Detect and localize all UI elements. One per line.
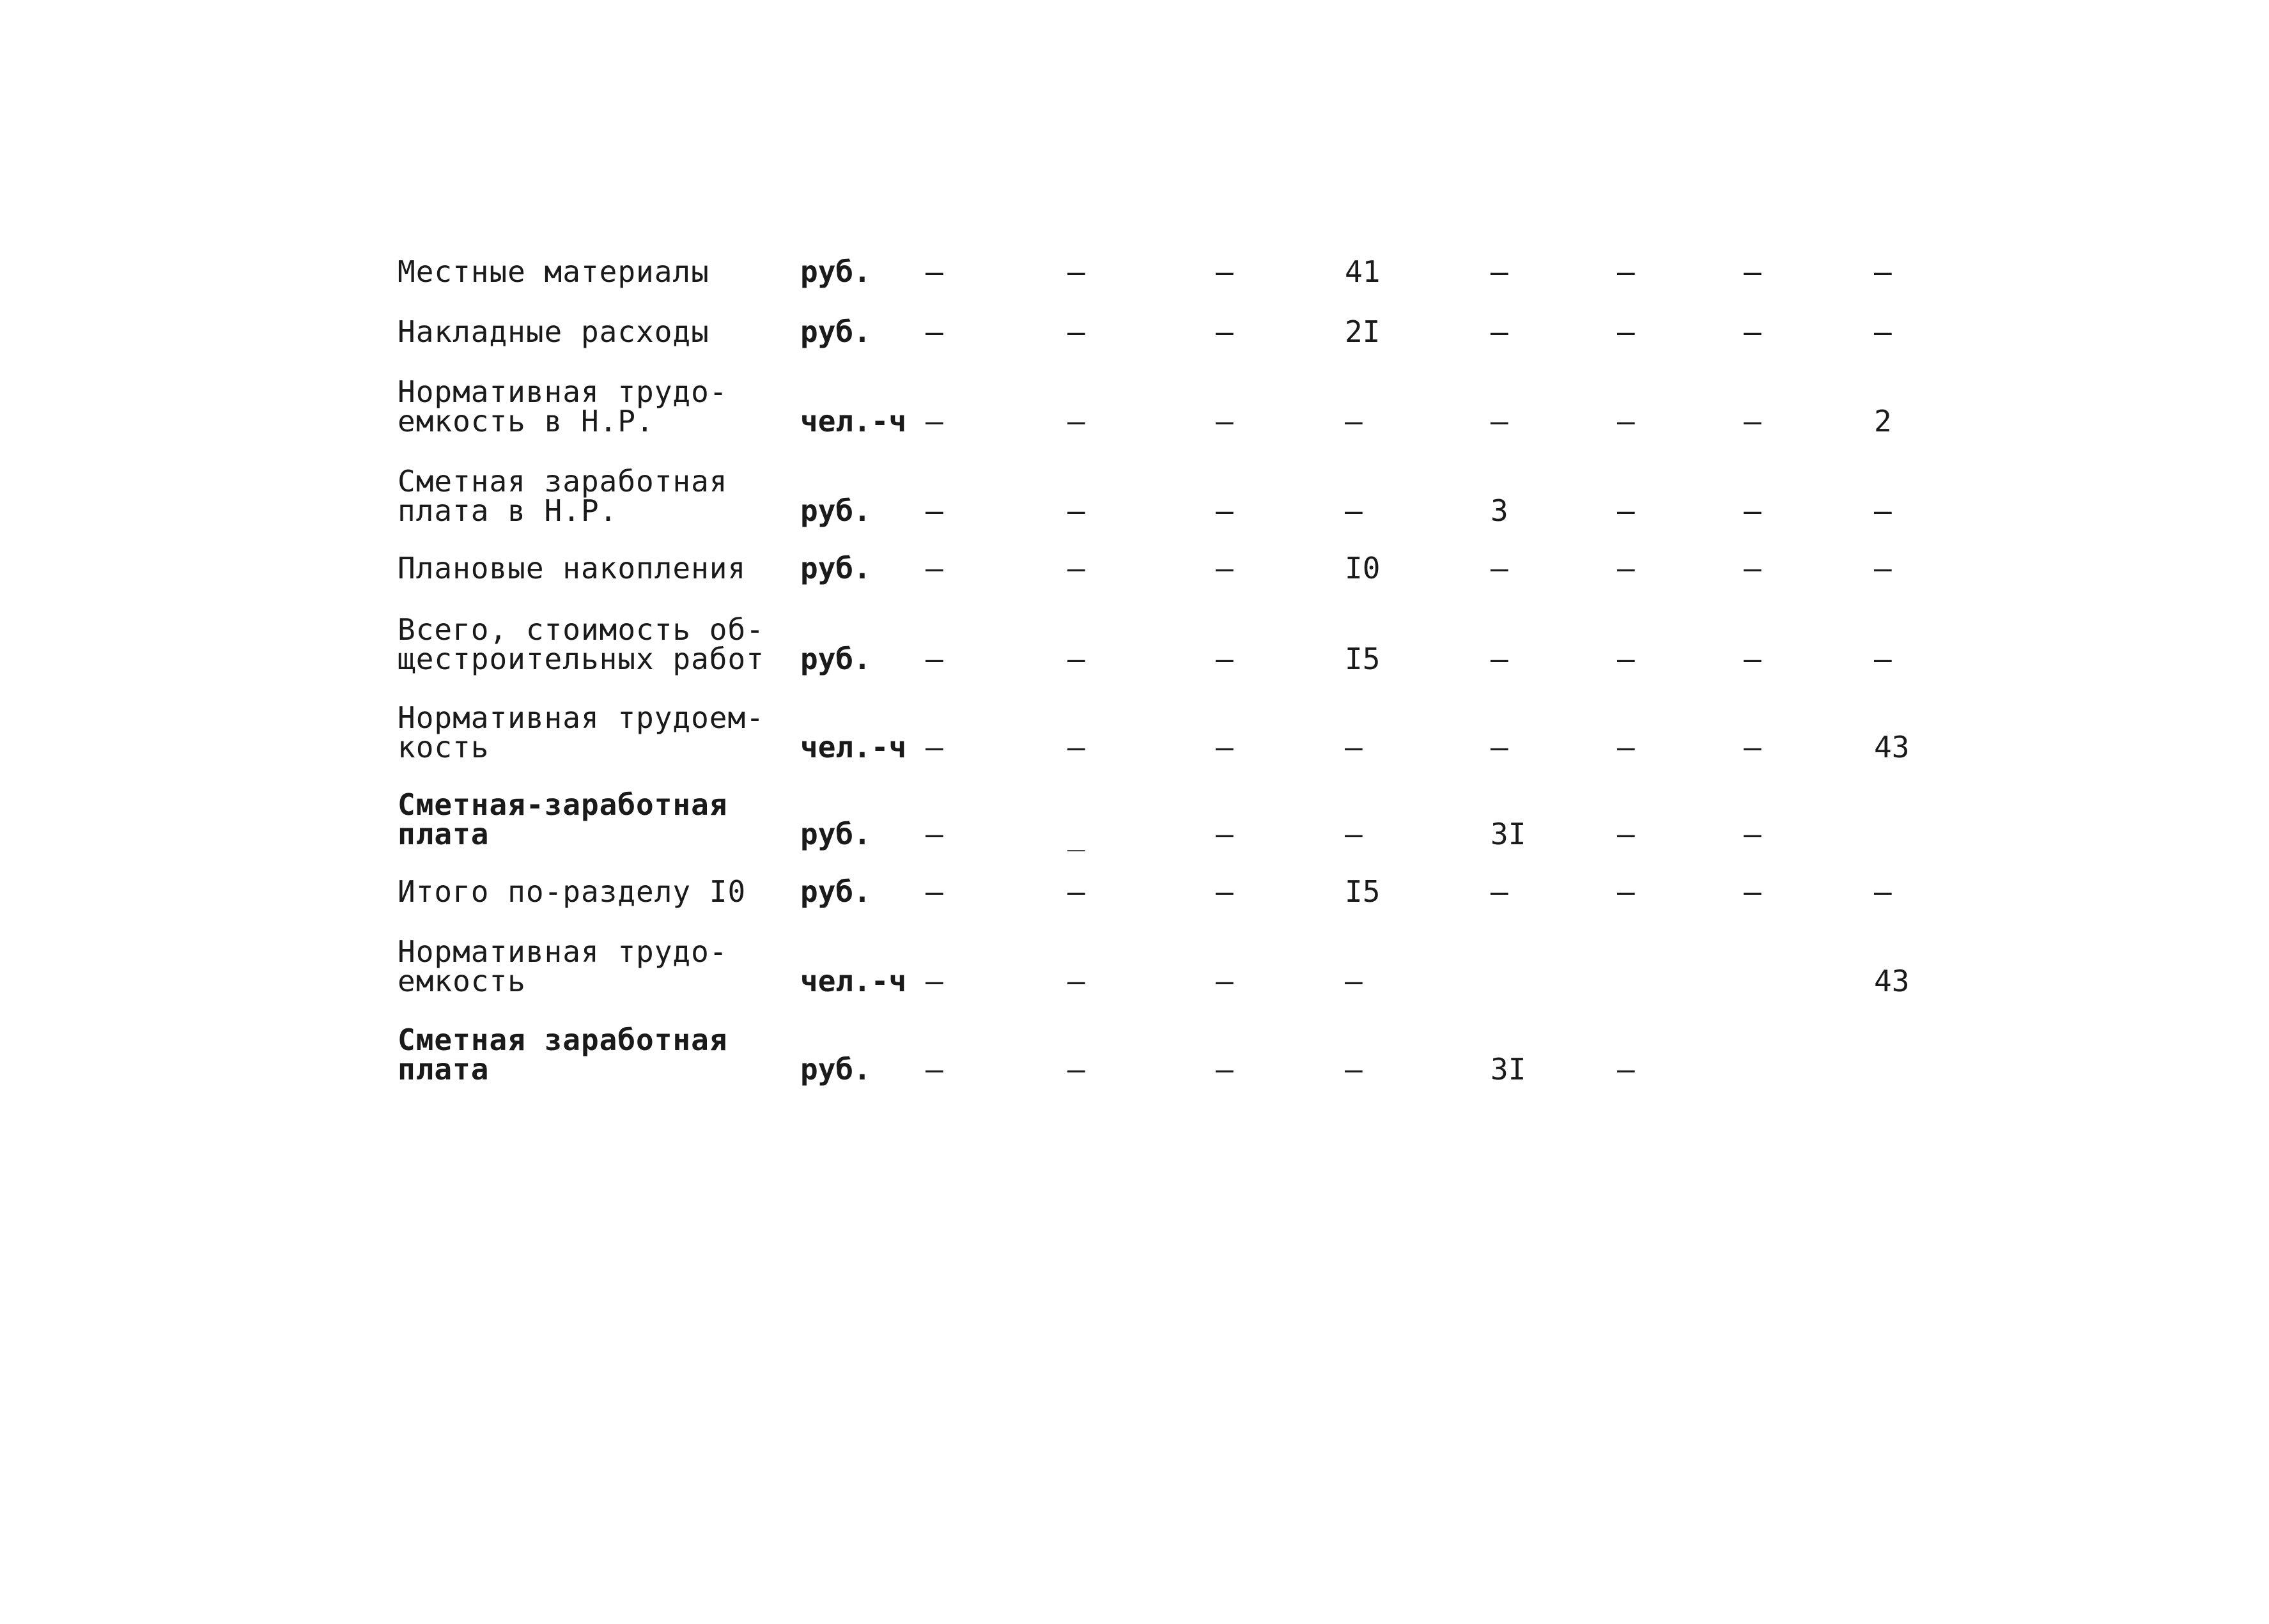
value-cell-col-4: –	[1345, 730, 1363, 764]
row-unit: чел.-ч	[800, 404, 907, 438]
value-cell-col-7: –	[1744, 642, 1762, 676]
value-cell-col-2: –	[1067, 254, 1085, 289]
row-label: Сметная заработная плата	[398, 1023, 728, 1087]
value-cell-col-6: –	[1617, 254, 1635, 289]
value-cell-col-5: –	[1491, 314, 1508, 349]
row-label: Сметная заработная плата в Н.Р.	[398, 464, 728, 528]
value-cell-col-4: 41	[1345, 254, 1381, 289]
row-label: Местные материалы	[398, 254, 709, 289]
value-cell-col-4: 2I	[1345, 314, 1381, 349]
value-cell-col-3: –	[1216, 1052, 1234, 1087]
value-cell-col-1: –	[925, 730, 943, 764]
value-cell-col-4: –	[1345, 404, 1363, 438]
value-cell-col-7: –	[1744, 551, 1762, 585]
value-cell-col-4: –	[1345, 964, 1363, 998]
value-cell-col-6: –	[1617, 493, 1635, 528]
value-cell-col-2: –	[1067, 1052, 1085, 1087]
value-cell-col-2: –	[1067, 493, 1085, 528]
value-cell-col-1: –	[925, 254, 943, 289]
value-cell-col-5: –	[1491, 254, 1508, 289]
row-label: Сметная-заработная плата	[398, 787, 728, 851]
value-cell-col-4: I5	[1345, 874, 1381, 909]
value-cell-col-8: 43	[1874, 964, 1910, 998]
table-row	[0, 787, 2269, 867]
value-cell-col-8: 2	[1874, 404, 1892, 438]
row-unit: руб.	[800, 254, 871, 289]
value-cell-col-1: –	[925, 314, 943, 349]
value-cell-col-8: –	[1874, 314, 1892, 349]
value-cell-col-2: –	[1067, 642, 1085, 676]
value-cell-col-3: –	[1216, 964, 1234, 998]
value-cell-col-3: –	[1216, 493, 1234, 528]
row-unit: руб.	[800, 817, 871, 851]
value-cell-col-3: –	[1216, 551, 1234, 585]
value-cell-col-7: –	[1744, 817, 1762, 851]
value-cell-col-4: –	[1345, 817, 1363, 851]
row-label: Нормативная трудо- емкость в Н.Р.	[398, 375, 728, 438]
value-cell-col-4: –	[1345, 493, 1363, 528]
table-row	[0, 700, 2269, 780]
value-cell-col-6: –	[1617, 874, 1635, 909]
table-row	[0, 934, 2269, 1014]
value-cell-col-2: –	[1067, 404, 1085, 438]
value-cell-col-6: –	[1617, 404, 1635, 438]
value-cell-col-2: –	[1067, 551, 1085, 585]
value-cell-col-1: –	[925, 1052, 943, 1087]
value-cell-col-3: –	[1216, 817, 1234, 851]
value-cell-col-3: –	[1216, 642, 1234, 676]
row-unit: руб.	[800, 642, 871, 676]
value-cell-col-6: –	[1617, 817, 1635, 851]
value-cell-col-3: –	[1216, 874, 1234, 909]
value-cell-col-7: –	[1744, 493, 1762, 528]
value-cell-col-1: –	[925, 874, 943, 909]
value-cell-col-6: –	[1617, 642, 1635, 676]
value-cell-col-7: –	[1744, 874, 1762, 909]
value-cell-col-5: 3I	[1491, 817, 1526, 851]
row-label: Нормативная трудоем- кость	[398, 700, 764, 764]
value-cell-col-5: –	[1491, 874, 1508, 909]
table-row	[0, 1025, 2269, 1102]
row-unit: чел.-ч	[800, 730, 907, 764]
row-label: Плановые накопления	[398, 551, 747, 585]
value-cell-col-8: –	[1874, 642, 1892, 676]
value-cell-col-1: –	[925, 642, 943, 676]
value-cell-col-8: 43	[1874, 730, 1910, 764]
value-cell-col-8: –	[1874, 254, 1892, 289]
value-cell-col-7: –	[1744, 404, 1762, 438]
value-cell-col-4: I0	[1345, 551, 1381, 585]
row-unit: руб.	[800, 1052, 871, 1087]
row-unit: руб.	[800, 314, 871, 349]
row-label: Всего, стоимость об- щестроительных работ	[398, 612, 764, 676]
value-cell-col-8: –	[1874, 493, 1892, 528]
value-cell-col-6: –	[1617, 730, 1635, 764]
value-cell-col-2: –	[1067, 874, 1085, 909]
value-cell-col-2: –	[1067, 314, 1085, 349]
value-cell-col-1: –	[925, 404, 943, 438]
row-label: Накладные расходы	[398, 314, 709, 349]
row-unit: руб.	[800, 874, 871, 909]
value-cell-col-1: –	[925, 964, 943, 998]
value-cell-col-5: 3	[1491, 493, 1508, 528]
table-row	[0, 612, 2269, 692]
value-cell-col-5: 3I	[1491, 1052, 1526, 1087]
row-unit: руб.	[800, 493, 871, 528]
table-row	[0, 464, 2269, 543]
value-cell-col-2: _	[1067, 817, 1085, 851]
value-cell-col-4: I5	[1345, 642, 1381, 676]
value-cell-col-8: –	[1874, 551, 1892, 585]
value-cell-col-5: –	[1491, 642, 1508, 676]
value-cell-col-2: –	[1067, 964, 1085, 998]
row-unit: чел.-ч	[800, 964, 907, 998]
value-cell-col-7: –	[1744, 254, 1762, 289]
row-label: Нормативная трудо- емкость	[398, 934, 728, 998]
value-cell-col-3: –	[1216, 314, 1234, 349]
value-cell-col-5: –	[1491, 404, 1508, 438]
value-cell-col-6: –	[1617, 551, 1635, 585]
value-cell-col-7: –	[1744, 314, 1762, 349]
value-cell-col-6: –	[1617, 1052, 1635, 1087]
value-cell-col-3: –	[1216, 730, 1234, 764]
value-cell-col-1: –	[925, 493, 943, 528]
value-cell-col-3: –	[1216, 254, 1234, 289]
value-cell-col-6: –	[1617, 314, 1635, 349]
value-cell-col-8: –	[1874, 874, 1892, 909]
value-cell-col-5: –	[1491, 730, 1508, 764]
value-cell-col-1: –	[925, 551, 943, 585]
value-cell-col-2: –	[1067, 730, 1085, 764]
row-label: Итого по-разделу I0	[398, 874, 747, 909]
value-cell-col-5: –	[1491, 551, 1508, 585]
value-cell-col-7: –	[1744, 730, 1762, 764]
value-cell-col-3: –	[1216, 404, 1234, 438]
row-unit: руб.	[800, 551, 871, 585]
value-cell-col-1: –	[925, 817, 943, 851]
table-row	[0, 377, 2269, 454]
value-cell-col-4: –	[1345, 1052, 1363, 1087]
